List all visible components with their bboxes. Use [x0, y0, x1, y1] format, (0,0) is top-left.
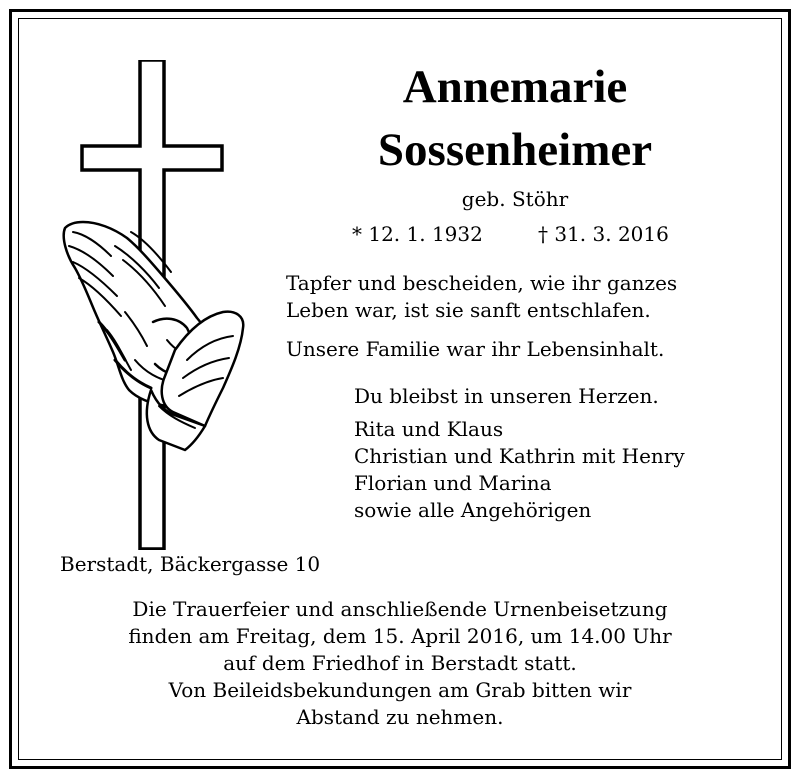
deceased-last-name: Sossenheimer [377, 124, 653, 176]
deceased-first-name: Annemarie [402, 61, 628, 113]
funeral-info-line: Abstand zu nehmen. [296, 705, 504, 729]
funeral-info-line: finden am Freitag, dem 15. April 2016, um 14.00 Uhr [128, 624, 672, 648]
funeral-info-line: auf dem Friedhof in Berstadt statt. [223, 651, 577, 675]
maiden-name: geb. Stöhr [461, 187, 569, 211]
tribute-line: Tapfer und bescheiden, wie ihr ganzes [286, 271, 678, 295]
cross-with-praying-hands-emblem [55, 60, 255, 550]
tribute-line: Unsere Familie war ihr Lebensinhalt. [286, 337, 665, 361]
birth-date: * 12. 1. 1932 [352, 222, 483, 246]
family-address: Berstadt, Bäckergasse 10 [60, 552, 321, 576]
mourner-line: Rita und Klaus [354, 417, 504, 441]
farewell-line: Du bleibst in unseren Herzen. [354, 384, 659, 408]
funeral-info-line: Von Beileidsbekundungen am Grab bitten wir [168, 678, 632, 702]
mourner-line: sowie alle Angehörigen [354, 498, 592, 522]
mourner-line: Christian und Kathrin mit Henry [354, 444, 685, 468]
mourner-line: Florian und Marina [354, 471, 552, 495]
death-date: † 31. 3. 2016 [538, 222, 669, 246]
funeral-info-line: Die Trauerfeier und anschließende Urnenbeisetzung [132, 597, 668, 621]
tribute-line: Leben war, ist sie sanft entschlafen. [286, 298, 651, 322]
